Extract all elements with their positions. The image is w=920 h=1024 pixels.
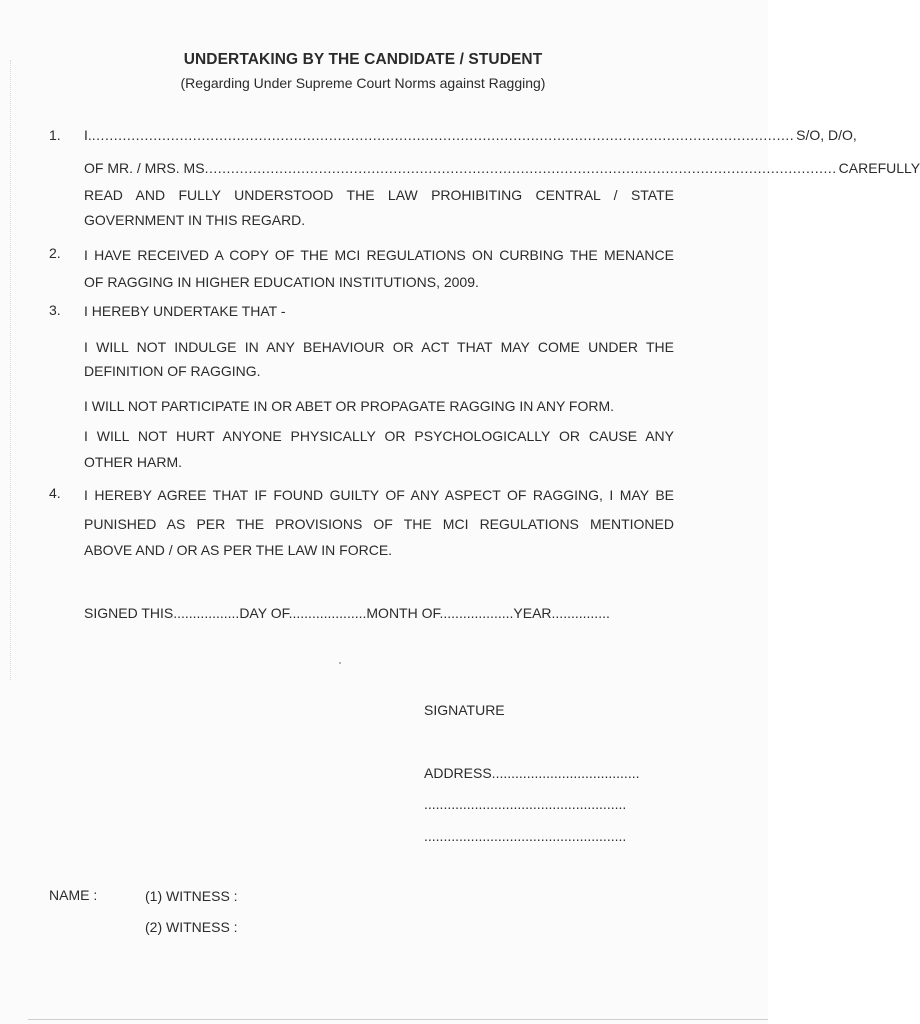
page-bottom-rule — [28, 1019, 768, 1020]
item-number: 2. — [49, 245, 61, 261]
document-title: UNDERTAKING BY THE CANDIDATE / STUDENT — [183, 51, 543, 68]
subclause-text-line: OTHER HARM. — [84, 454, 182, 470]
parent-fill-line — [84, 160, 920, 176]
document-subtitle: (Regarding Under Supreme Court Norms against Ragging) — [180, 75, 546, 91]
name-prefix: I. — [84, 127, 92, 143]
address-label: ADDRESS...................................... — [424, 765, 640, 781]
signature-label: SIGNATURE — [424, 702, 505, 718]
scan-edge-mark — [10, 60, 12, 680]
subclause-text-line: I WILL NOT PARTICIPATE IN OR ABET OR PROPAGATE RAGGING IN ANY FORM. — [84, 398, 615, 414]
item-text-line: ABOVE AND / OR AS PER THE LAW IN FORCE. — [84, 542, 393, 558]
signed-date-line: SIGNED THIS.................DAY OF....................MONTH OF...................YEAR............... — [84, 605, 610, 621]
item-text-line: I HAVE RECEIVED A COPY OF THE MCI REGULATIONS ON CURBING THE MENANCE — [84, 247, 674, 263]
item-text-line: I HEREBY AGREE THAT IF FOUND GUILTY OF ANY ASPECT OF RAGGING, I MAY BE — [84, 487, 674, 503]
witness-2-label: (2) WITNESS : — [145, 919, 238, 935]
carefully-label: CAREFULLY — [838, 160, 920, 176]
scan-speck — [339, 662, 341, 664]
witness-1-label: (1) WITNESS : — [145, 888, 238, 904]
parent-prefix: OF MR. / MRS. MS — [84, 160, 205, 176]
address-blank-line: .................................................... — [424, 828, 627, 844]
subclause-text-line: I WILL NOT INDULGE IN ANY BEHAVIOUR OR ACT THAT MAY COME UNDER THE — [84, 339, 674, 355]
parent-blank: ................................................................................................................................................ — [204, 160, 837, 176]
item-number: 3. — [49, 302, 61, 318]
item-text-line: PUNISHED AS PER THE PROVISIONS OF THE MCI REGULATIONS MENTIONED — [84, 516, 674, 532]
address-blank-line: .................................................... — [424, 796, 627, 812]
item-text-line: I HEREBY UNDERTAKE THAT - — [84, 303, 286, 319]
item-number: 1. — [49, 127, 61, 143]
item-text-line: OF RAGGING IN HIGHER EDUCATION INSTITUTIONS, 2009. — [84, 274, 479, 290]
name-blank: ................................................................................................................................................................ — [91, 127, 795, 143]
item-number: 4. — [49, 485, 61, 501]
subclause-text-line: I WILL NOT HURT ANYONE PHYSICALLY OR PSYCHOLOGICALLY OR CAUSE ANY — [84, 428, 674, 444]
item-text-line: GOVERNMENT IN THIS REGARD. — [84, 212, 306, 228]
subclause-text-line: DEFINITION OF RAGGING. — [84, 363, 261, 379]
relation-label: S/O, D/O, — [796, 127, 857, 143]
name-label: NAME : — [49, 887, 98, 903]
name-fill-line — [84, 127, 857, 143]
item-text-line: READ AND FULLY UNDERSTOOD THE LAW PROHIBITING CENTRAL / STATE — [84, 187, 674, 203]
